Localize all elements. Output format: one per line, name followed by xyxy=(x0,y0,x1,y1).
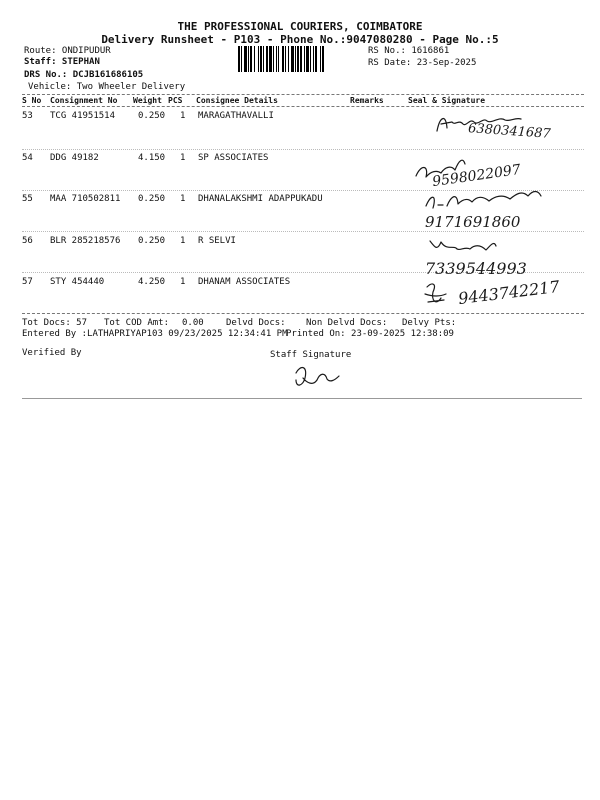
row-pcs: 1 xyxy=(180,111,186,121)
company-name: THE PROFESSIONAL COURIERS, COIMBATORE xyxy=(177,20,423,33)
row-pcs: 1 xyxy=(180,236,186,246)
delivery-points: Delvy Pts: xyxy=(402,318,457,328)
route-label: Route: ONDIPUDUR xyxy=(24,46,111,56)
row-consignment: DDG 49182 xyxy=(50,153,99,163)
handwritten-phone: 9443742217 xyxy=(457,276,561,309)
row-sno: 55 xyxy=(22,194,33,204)
staff-signature-label: Staff Signature xyxy=(270,350,352,360)
non-delivered-docs: Non Delvd Docs: xyxy=(306,318,388,328)
row-sno: 54 xyxy=(22,153,33,163)
drs-number: DRS No.: DCJB161686105 xyxy=(24,70,144,80)
row-consignment: STY 454440 xyxy=(50,277,105,287)
total-cod-value: 0.00 xyxy=(182,318,204,328)
row-consignment: TCG 41951514 xyxy=(50,111,116,121)
verified-by: Verified By xyxy=(22,348,82,358)
row-consignee: SP ASSOCIATES xyxy=(198,153,269,163)
row-weight: 0.250 xyxy=(138,194,166,204)
row-consignment: MAA 710502811 xyxy=(50,194,121,204)
row-sno: 53 xyxy=(22,111,33,121)
entered-by: Entered By :LATHAPRIYAP103 09/23/2025 12:34:41 PM xyxy=(22,329,288,339)
total-cod-label: Tot COD Amt: xyxy=(104,318,170,328)
col-remarks: Remarks xyxy=(350,96,384,105)
rs-number: RS No.: 1616861 xyxy=(368,46,450,56)
row-pcs: 1 xyxy=(180,153,186,163)
handwritten-phone: 6380341687 xyxy=(467,121,552,142)
row-sno: 56 xyxy=(22,236,33,246)
handwritten-phone: 7339544993 xyxy=(425,259,527,278)
row-weight: 4.150 xyxy=(138,153,166,163)
col-weight: Weight xyxy=(133,96,162,105)
handwritten-phone: 9598022097 xyxy=(431,161,522,191)
row-consignee: R SELVI xyxy=(198,236,236,246)
row-consignment: BLR 285218576 xyxy=(50,236,121,246)
rs-date: RS Date: 23-Sep-2025 xyxy=(368,58,477,68)
row-weight: 4.250 xyxy=(138,277,166,287)
row-weight: 0.250 xyxy=(138,111,166,121)
delivered-docs: Delvd Docs: xyxy=(226,318,286,328)
row-weight: 0.250 xyxy=(138,236,166,246)
printed-on: Printed On: 23-09-2025 12:38:09 xyxy=(286,329,454,339)
col-consignee: Consignee Details xyxy=(196,96,278,105)
row-consignee: DHANAM ASSOCIATES xyxy=(198,277,291,287)
row-sno: 57 xyxy=(22,277,33,287)
col-consignment: Consignment No xyxy=(50,96,118,105)
handwritten-phone: 9171691860 xyxy=(425,213,521,231)
col-sno: S No xyxy=(22,96,42,105)
col-seal-signature: Seal & Signature xyxy=(408,96,486,105)
row-pcs: 1 xyxy=(180,194,186,204)
runsheet-subtitle: Delivery Runsheet - P103 - Phone No.:9047080280 - Page No.:5 xyxy=(101,33,499,46)
row-consignee: MARAGATHAVALLI xyxy=(198,111,274,121)
row-consignee: DHANALAKSHMI ADAPPUKADU xyxy=(198,194,323,204)
total-docs: Tot Docs: 57 xyxy=(22,318,88,328)
staff-label: Staff: STEPHAN xyxy=(24,57,100,67)
vehicle-label: Vehicle: Two Wheeler Delivery xyxy=(28,82,186,92)
col-pcs: PCS xyxy=(168,96,183,105)
row-pcs: 1 xyxy=(180,277,186,287)
